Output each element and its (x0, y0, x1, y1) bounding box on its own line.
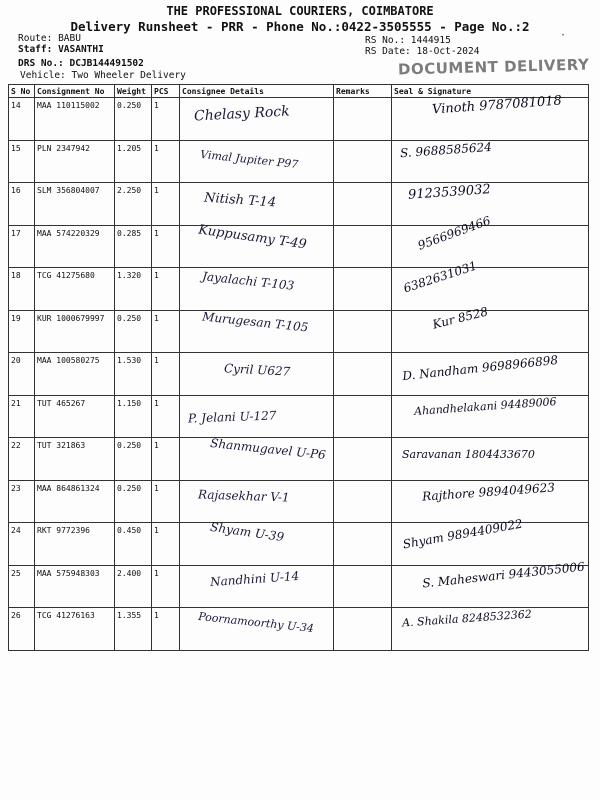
cell-pcs: 1 (152, 395, 180, 438)
consignee-handwriting: Shanmugavel U-P6 (209, 435, 327, 463)
cell-consignment-no: TUT 465267 (35, 395, 115, 438)
cell-sno: 16 (9, 183, 35, 226)
vehicle-line (20, 70, 186, 81)
cell-remarks (334, 608, 392, 651)
table-row (9, 183, 589, 226)
cell-remarks (334, 140, 392, 183)
cell-weight: 0.450 (115, 523, 152, 566)
cell-weight: 1.320 (115, 268, 152, 311)
cell-sno: 21 (9, 395, 35, 438)
cell-sno: 14 (9, 98, 35, 141)
consignee-handwriting: Chelasy Rock (193, 103, 291, 125)
vehicle-value: Two Wheeler Delivery (71, 70, 186, 81)
cell-remarks (334, 480, 392, 523)
route-value: BABU (58, 33, 81, 44)
cell-consignment-no: MAA 100580275 (35, 353, 115, 396)
cell-weight: 2.250 (115, 183, 152, 226)
cell-consignee (180, 268, 334, 311)
staff-label: Staff: (18, 44, 53, 55)
table-header-row (9, 85, 589, 98)
cell-sno: 26 (9, 608, 35, 651)
cell-consignment-no: KUR 1000679997 (35, 310, 115, 353)
rs-no-label: RS No.: (365, 35, 406, 46)
table-row (9, 608, 589, 651)
consignee-handwriting: Jayalachi T-103 (201, 269, 295, 293)
signature-handwriting: Kur 8528 (431, 303, 490, 332)
cell-sno: 17 (9, 225, 35, 268)
cell-pcs: 1 (152, 98, 180, 141)
route-label: Route: (18, 33, 53, 44)
cell-pcs: 1 (152, 268, 180, 311)
table-row (9, 98, 589, 141)
signature-handwriting: Saravanan 1804433670 (402, 448, 535, 461)
cell-signature (392, 93, 589, 141)
cell-consignee (180, 140, 334, 183)
cell-remarks (334, 395, 392, 438)
cell-weight: 0.285 (115, 225, 152, 268)
consignee-handwriting: Kuppusamy T-49 (197, 221, 308, 253)
cell-pcs: 1 (152, 438, 180, 481)
signature-handwriting: Vinoth 9787081018 (431, 93, 563, 118)
cell-weight: 0.250 (115, 310, 152, 353)
cell-signature (392, 212, 589, 268)
cell-consignee (180, 480, 334, 523)
rs-date-value: 18-Oct-2024 (416, 46, 480, 57)
signature-handwriting: 6382631031 (401, 258, 479, 296)
signature-handwriting: 9123539032 (407, 182, 492, 203)
cell-pcs: 1 (152, 140, 180, 183)
cell-remarks (334, 225, 392, 268)
consignee-handwriting: Vimal Jupiter P97 (199, 147, 299, 171)
col-header-pcs: PCS (152, 85, 180, 98)
cell-weight: 0.250 (115, 98, 152, 141)
runsheet-subtitle: Delivery Runsheet - PRR - Phone No.:0422-3505555 - Page No.:2 (70, 19, 530, 34)
col-header-consignment: Consignment No (35, 85, 115, 98)
cell-consignee (180, 435, 334, 481)
cell-remarks (334, 310, 392, 353)
consignee-handwriting: Murugesan T-105 (201, 308, 309, 335)
col-header-sno: S No (9, 85, 35, 98)
cell-consignee (180, 310, 334, 353)
cell-pcs: 1 (152, 608, 180, 651)
table-row (9, 225, 589, 268)
cell-sno: 20 (9, 353, 35, 396)
company-title: THE PROFESSIONAL COURIERS, COIMBATORE (166, 4, 434, 18)
cell-remarks (334, 353, 392, 396)
rs-no-value: 1444915 (410, 35, 451, 46)
drs-value: DCJB144491502 (69, 58, 144, 69)
staff-line (18, 44, 104, 55)
cell-weight: 2.400 (115, 565, 152, 608)
cell-weight: 0.250 (115, 438, 152, 481)
consignee-handwriting: Nandhini U-14 (209, 568, 300, 589)
cell-consignee (180, 565, 334, 608)
cell-consignee (180, 98, 334, 141)
cell-sno: 19 (9, 310, 35, 353)
cell-consignee (180, 183, 334, 226)
cell-consignee (180, 221, 334, 268)
document-delivery-stamp: DOCUMENT DELIVERY (397, 55, 590, 79)
col-header-consignee: Consignee Details (180, 85, 334, 98)
cell-signature (392, 140, 589, 183)
signature-handwriting: D. Nandham 9698966898 (401, 352, 559, 384)
cell-weight: 1.205 (115, 140, 152, 183)
vehicle-label: Vehicle: (20, 70, 66, 81)
cell-weight: 1.355 (115, 608, 152, 651)
signature-handwriting: Shyam 9894409022 (401, 516, 524, 552)
cell-signature (392, 258, 589, 311)
consignee-handwriting: P. Jelani U-127 (187, 407, 277, 426)
signature-handwriting: S. 9688585624 (399, 139, 493, 160)
cell-consignee (180, 608, 334, 651)
rs-date-line (365, 46, 479, 57)
cell-signature (392, 395, 589, 438)
cell-weight: 0.250 (115, 480, 152, 523)
cell-consignment-no: MAA 864861324 (35, 480, 115, 523)
runsheet-table (8, 84, 589, 651)
cell-sno: 23 (9, 480, 35, 523)
cell-sno: 18 (9, 268, 35, 311)
cell-pcs: 1 (152, 310, 180, 353)
consignee-handwriting: Cyril U627 (223, 361, 291, 379)
rs-date-label: RS Date: (365, 46, 411, 57)
table-row (9, 438, 589, 481)
col-header-weight: Weight (115, 85, 152, 98)
cell-remarks (334, 565, 392, 608)
rs-no-line (365, 35, 451, 46)
cell-consignment-no: RKT 9772396 (35, 523, 115, 566)
cell-pcs: 1 (152, 225, 180, 268)
route-line (18, 33, 81, 44)
table-row (9, 523, 589, 566)
table-row (9, 310, 589, 353)
cell-pcs: 1 (152, 565, 180, 608)
consignee-handwriting: Nitish T-14 (203, 190, 277, 211)
consignee-handwriting: Poornamoorthy U-34 (197, 609, 315, 636)
table-row (9, 268, 589, 311)
drs-label: DRS No.: (18, 58, 64, 69)
cell-sno: 22 (9, 438, 35, 481)
cell-remarks (334, 183, 392, 226)
col-header-remarks: Remarks (334, 85, 392, 98)
cell-consignment-no: TCG 41276163 (35, 608, 115, 651)
cell-remarks (334, 438, 392, 481)
cell-signature (392, 183, 589, 226)
table-row (9, 565, 589, 608)
consignee-handwriting: Rajasekhar V-1 (197, 486, 290, 505)
cell-consignment-no: MAA 110115002 (35, 98, 115, 141)
cell-sno: 24 (9, 523, 35, 566)
cell-sno: 25 (9, 565, 35, 608)
cell-consignment-no: MAA 574220329 (35, 225, 115, 268)
cell-consignee (180, 395, 334, 438)
cell-pcs: 1 (152, 523, 180, 566)
cell-signature (392, 608, 589, 651)
signature-handwriting: 9566969466 (415, 212, 493, 253)
table-row (9, 395, 589, 438)
cell-signature (392, 559, 589, 608)
table-row (9, 480, 589, 523)
cell-consignment-no: TUT 321863 (35, 438, 115, 481)
signature-handwriting: Ahandhelakani 94489006 (413, 394, 557, 418)
cell-remarks (334, 268, 392, 311)
col-header-signature: Seal & Signature (392, 85, 589, 98)
signature-handwriting: Rajthore 9894049623 (421, 479, 556, 504)
table-row (9, 353, 589, 396)
cell-weight: 1.150 (115, 395, 152, 438)
corner-mark: ⋅ (560, 30, 567, 41)
cell-pcs: 1 (152, 480, 180, 523)
staff-value: VASANTHI (58, 44, 104, 55)
cell-remarks (334, 98, 392, 141)
cell-pcs: 1 (152, 183, 180, 226)
cell-signature (392, 353, 589, 396)
cell-remarks (334, 523, 392, 566)
cell-consignment-no: SLM 356804007 (35, 183, 115, 226)
drs-line (18, 58, 144, 69)
cell-consignment-no: PLN 2347942 (35, 140, 115, 183)
cell-pcs: 1 (152, 353, 180, 396)
signature-handwriting: S. Maheswari 9443055006 (421, 559, 586, 590)
cell-consignee (180, 353, 334, 396)
cell-signature (392, 516, 589, 566)
cell-consignment-no: TCG 41275680 (35, 268, 115, 311)
cell-signature (392, 480, 589, 523)
cell-signature (392, 438, 589, 481)
table-row (9, 140, 589, 183)
cell-consignment-no: MAA 575948303 (35, 565, 115, 608)
cell-sno: 15 (9, 140, 35, 183)
cell-weight: 1.530 (115, 353, 152, 396)
consignee-handwriting: Shyam U-39 (209, 519, 285, 545)
cell-consignee (180, 519, 334, 566)
signature-handwriting: A. Shakila 8248532362 (401, 607, 533, 630)
cell-signature (392, 303, 589, 353)
